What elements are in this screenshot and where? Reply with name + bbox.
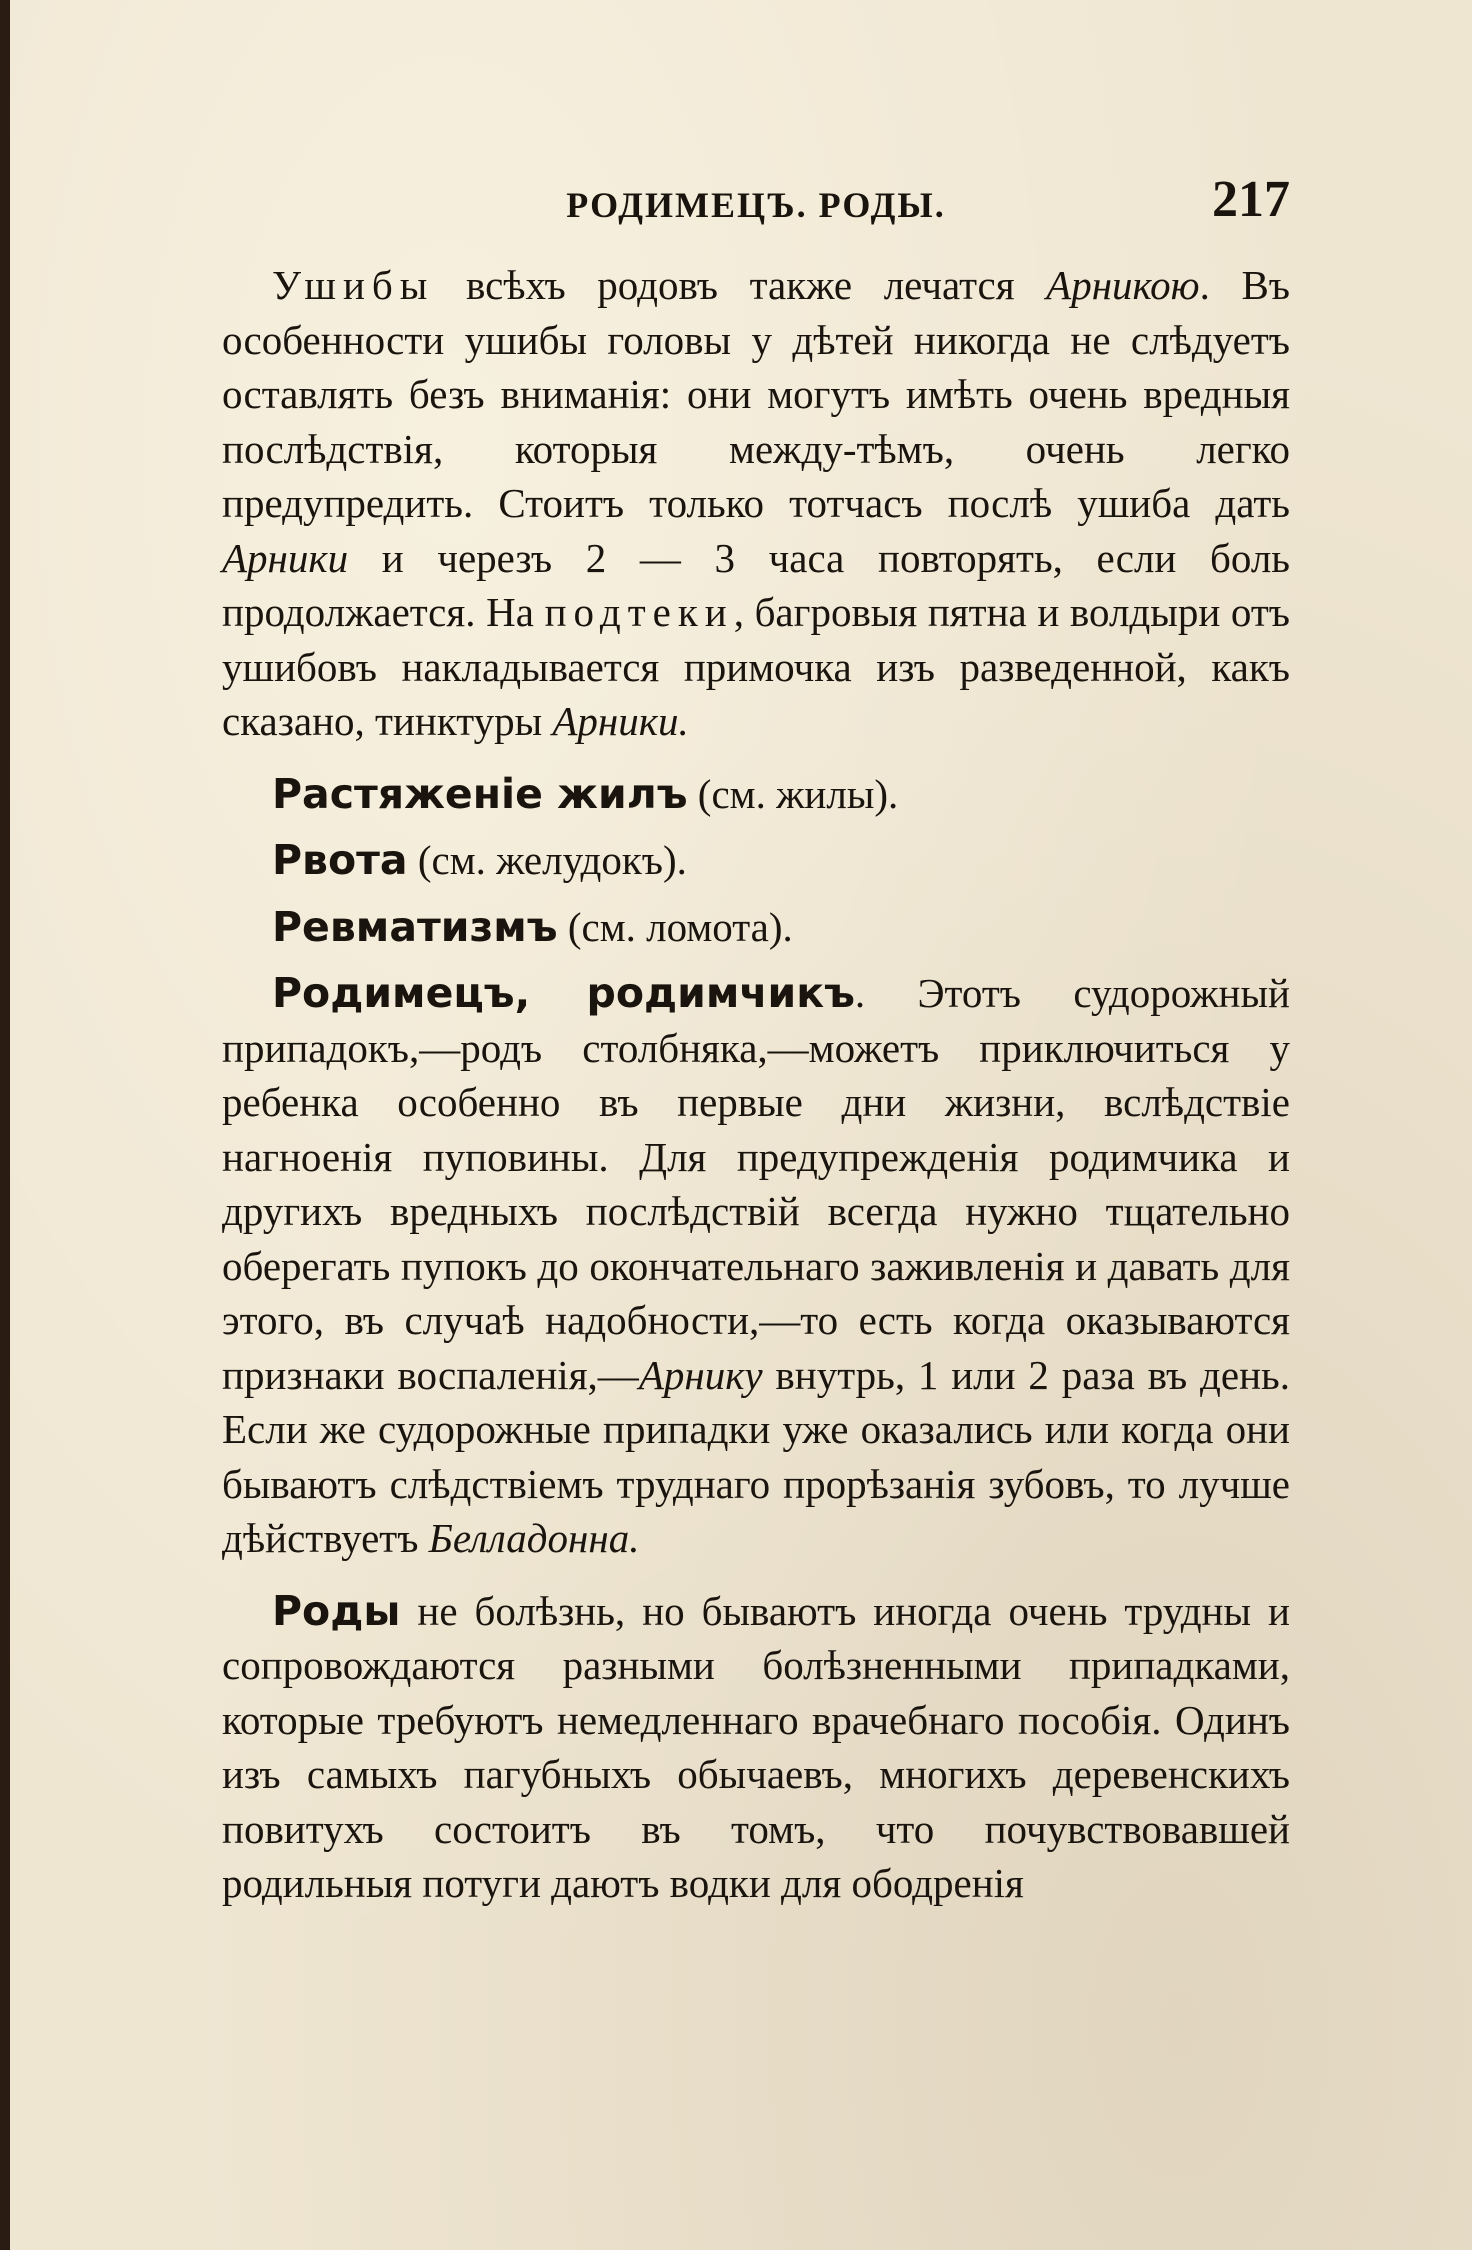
remedy-name: Арники <box>222 534 349 581</box>
entry-reference: (см. ломота). <box>557 903 793 950</box>
entry-heading: Роды <box>272 1586 401 1635</box>
text-run: , багровыя пятна и волдыри отъ ушибовъ накладывается примочка изъ разведенной, какъ сказано, тинктуры <box>222 589 1290 744</box>
entry-rody <box>222 1584 1290 1911</box>
remedy-name: Арники. <box>552 698 689 744</box>
entry-heading: Ревматизмъ <box>272 902 558 951</box>
paragraph-ushiby <box>222 258 1290 749</box>
text-run: . Въ особенности ушибы головы у дѣтей никогда не слѣдуетъ оставлять безъ вниманія: они могутъ имѣть очень вредныя послѣдствія, которыя между-тѣмъ, очень легко предупредить. Стоитъ только тотчасъ послѣ ушиба дать <box>222 262 1290 526</box>
page-header <box>222 170 1290 230</box>
remedy-name: Арникою <box>1046 262 1200 308</box>
entry-heading: Растяженіе жилъ <box>272 769 688 818</box>
text-run: . Этотъ судорожный припадокъ,—родъ столбняка,—можетъ приключиться у ребенка особенно въ первые дни жизни, вслѣдствіе нагноенія пуповины. Для предупрежденія родимчика и другихъ вредныхъ послѣдствій всегда нужно тщательно оберегать пупокъ до окончательнаго заживленія и давать для этого, въ случаѣ надобности,—то есть когда оказываются признаки воспаленія,— <box>222 970 1290 1398</box>
spaced-term: Ушибы <box>272 262 435 308</box>
entry-rodimets <box>222 966 1290 1566</box>
text-run: и черезъ 2 — 3 часа повторять, если боль продолжается. На <box>222 534 1290 635</box>
entry-rastyazhenie <box>222 767 1290 822</box>
text-run: не болѣзнь, но бываютъ иногда очень трудны и сопровождаются разными болѣзненными припадками, которые требуютъ немедленнаго врачебнаго пособія. Одинъ изъ самыхъ пагубныхъ обычаевъ, многихъ деревенскихъ повитухъ состоитъ въ томъ, что почувствовавшей родильныя потуги даютъ водки для ободренія <box>222 1587 1290 1906</box>
entry-heading: Рвота <box>272 836 408 884</box>
entry-reference: (см. желудокъ). <box>407 837 687 883</box>
text-run: всѣхъ родовъ также лечатся <box>434 262 1047 308</box>
entry-revmatizm <box>222 900 1290 955</box>
page-number: 217 <box>1212 171 1290 228</box>
entry-rvota <box>222 833 1290 888</box>
remedy-name: Арнику <box>638 1351 763 1398</box>
running-head: РОДИМЕЦЪ. РОДЫ. <box>566 185 946 225</box>
body-text <box>222 258 1290 1911</box>
text-run: внутрь, 1 или 2 раза въ день. Если же судорожные припадки уже оказались или когда они бываютъ слѣдствіемъ труднаго прорѣзанія зубовъ, то лучше дѣйствуетъ <box>222 1351 1290 1561</box>
book-page <box>10 0 1472 2250</box>
entry-reference: (см. жилы). <box>687 770 899 817</box>
spaced-term: подтеки <box>544 589 734 635</box>
entry-heading: Родимецъ, родимчикъ <box>272 969 855 1017</box>
remedy-name: Белладонна. <box>428 1515 640 1561</box>
